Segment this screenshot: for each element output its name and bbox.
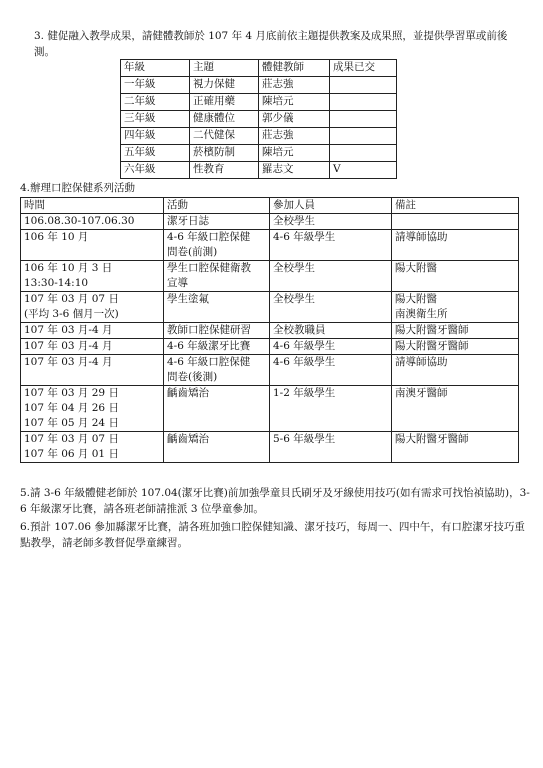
activity-table-cell <box>392 214 519 230</box>
activity-table-cell: 107 年 03 月-4 月 <box>21 355 164 386</box>
activity-table-row <box>21 292 519 323</box>
topic-table-cell: 郭少儀 <box>259 111 330 128</box>
activity-table-row <box>21 355 519 386</box>
activity-table-row <box>21 386 519 432</box>
topic-table-cell: 陳培元 <box>259 94 330 111</box>
topic-table-cell: 性教育 <box>190 162 259 179</box>
topic-table-header-cell: 年級 <box>121 60 190 77</box>
topic-table-cell <box>330 145 397 162</box>
activity-table-row <box>21 432 519 463</box>
topic-table-cell <box>330 77 397 94</box>
activity-table-cell: 潔牙日誌 <box>164 214 270 230</box>
activity-table-cell: 4-6 年級學生 <box>270 355 392 386</box>
activity-table-cell: 107 年 03 月-4 月 <box>21 339 164 355</box>
topic-table-cell: 健康體位 <box>190 111 259 128</box>
activity-table-cell: 全校教職員 <box>270 323 392 339</box>
activity-table-cell: 1-2 年級學生 <box>270 386 392 432</box>
topic-table-row <box>121 162 397 179</box>
topic-table-cell: 三年級 <box>121 111 190 128</box>
topic-table-cell: V <box>330 162 397 179</box>
section-4-title: 4.辦理口腔保健系列活動 <box>20 182 136 194</box>
topic-table-header-cell: 主題 <box>190 60 259 77</box>
activity-table-cell: 107 年 03 月-4 月 <box>21 323 164 339</box>
topic-table-row <box>121 77 397 94</box>
topic-table-cell: 莊志強 <box>259 128 330 145</box>
activity-table-row <box>21 230 519 261</box>
activity-table-cell: 106 年 10 月 <box>21 230 164 261</box>
section-5-paragraph: 5.請 3-6 年級體健老師於 107.04(潔牙比賽)前加強學童貝氏刷牙及牙線使用技巧(如有需求可找怡禎協助)，3-6 年級潔牙比賽，請各班老師請推派 3 位學童參加。 <box>20 487 530 515</box>
activity-table-cell: 南澳牙醫師 <box>392 386 519 432</box>
topic-table-cell: 陳培元 <box>259 145 330 162</box>
activity-table-cell: 4-6 年級口腔保健 問卷(後測) <box>164 355 270 386</box>
topic-table-row <box>121 94 397 111</box>
oral-health-activities-table <box>20 197 519 463</box>
activity-table-header-row <box>21 198 519 214</box>
activity-table-cell: 齲齒矯治 <box>164 386 270 432</box>
activity-table-cell: 陽大附醫 南澳衛生所 <box>392 292 519 323</box>
topic-table-cell: 四年級 <box>121 128 190 145</box>
activity-table-row <box>21 214 519 230</box>
topic-table-row <box>121 145 397 162</box>
activity-table-cell: 全校學生 <box>270 292 392 323</box>
activity-table-cell: 教師口腔保健研習 <box>164 323 270 339</box>
topic-table-cell: 二代健保 <box>190 128 259 145</box>
activity-table-cell: 4-6 年級口腔保健 問卷(前測) <box>164 230 270 261</box>
activity-table-header-cell: 備註 <box>392 198 519 214</box>
activity-table-cell: 陽大附醫牙醫師 <box>392 323 519 339</box>
activity-table-cell: 107 年 03 月 07 日 107 年 06 月 01 日 <box>21 432 164 463</box>
topic-table-cell: 莊志強 <box>259 77 330 94</box>
health-topic-table <box>120 59 397 179</box>
activity-table-cell: 4-6 年級潔牙比賽 <box>164 339 270 355</box>
topic-table-cell: 二年級 <box>121 94 190 111</box>
activity-table-cell: 陽大附醫 <box>392 261 519 292</box>
activity-table-cell: 107 年 03 月 29 日 107 年 04 月 26 日 107 年 05 月 24 日 <box>21 386 164 432</box>
activity-table-cell: 請導師協助 <box>392 355 519 386</box>
activity-table-cell: 4-6 年級學生 <box>270 230 392 261</box>
activity-table-cell: 5-6 年級學生 <box>270 432 392 463</box>
activity-table-row <box>21 261 519 292</box>
topic-table-cell: 一年級 <box>121 77 190 94</box>
activity-table-cell: 全校學生 <box>270 261 392 292</box>
activity-table-cell: 全校學生 <box>270 214 392 230</box>
topic-table-header-cell: 成果已交 <box>330 60 397 77</box>
activity-table-header-cell: 活動 <box>164 198 270 214</box>
topic-table-cell: 五年級 <box>121 145 190 162</box>
topic-table-cell: 正確用藥 <box>190 94 259 111</box>
activity-table-cell: 學生口腔保健衛教 宣導 <box>164 261 270 292</box>
activity-table-cell: 齲齒矯治 <box>164 432 270 463</box>
topic-table-cell <box>330 111 397 128</box>
section-6-paragraph: 6.預計 107.06 參加縣潔牙比賽，請各班加強口腔保健知識、潔牙技巧，每周一、四中午，有口腔潔牙技巧重點教學，請老師多教督促學童練習。 <box>20 521 525 549</box>
activity-table-cell: 106.08.30-107.06.30 <box>21 214 164 230</box>
activity-table-cell: 陽大附醫牙醫師 <box>392 339 519 355</box>
topic-table-cell: 羅志文 <box>259 162 330 179</box>
activity-table-cell: 4-6 年級學生 <box>270 339 392 355</box>
topic-table-cell <box>330 128 397 145</box>
topic-table-cell: 菸檳防制 <box>190 145 259 162</box>
activity-table-row <box>21 323 519 339</box>
topic-table-cell <box>330 94 397 111</box>
activity-table-cell: 陽大附醫牙醫師 <box>392 432 519 463</box>
activity-table-cell: 106 年 10 月 3 日 13:30-14:10 <box>21 261 164 292</box>
activity-table-cell: 請導師協助 <box>392 230 519 261</box>
topic-table-cell: 視力保健 <box>190 77 259 94</box>
section-3-paragraph: 3. 健促融入教學成果，請健體教師於 107 年 4 月底前依主題提供教案及成果照，並提供學習單或前後測。 <box>34 30 508 58</box>
topic-table-cell: 六年級 <box>121 162 190 179</box>
topic-table-row <box>121 128 397 145</box>
topic-table-header-row <box>121 60 397 77</box>
activity-table-cell: 107 年 03 月 07 日 (平均 3-6 個月一次) <box>21 292 164 323</box>
activity-table-header-cell: 時間 <box>21 198 164 214</box>
topic-table-header-cell: 體健教師 <box>259 60 330 77</box>
activity-table-row <box>21 339 519 355</box>
activity-table-cell: 學生塗氟 <box>164 292 270 323</box>
topic-table-row <box>121 111 397 128</box>
activity-table-header-cell: 參加人員 <box>270 198 392 214</box>
